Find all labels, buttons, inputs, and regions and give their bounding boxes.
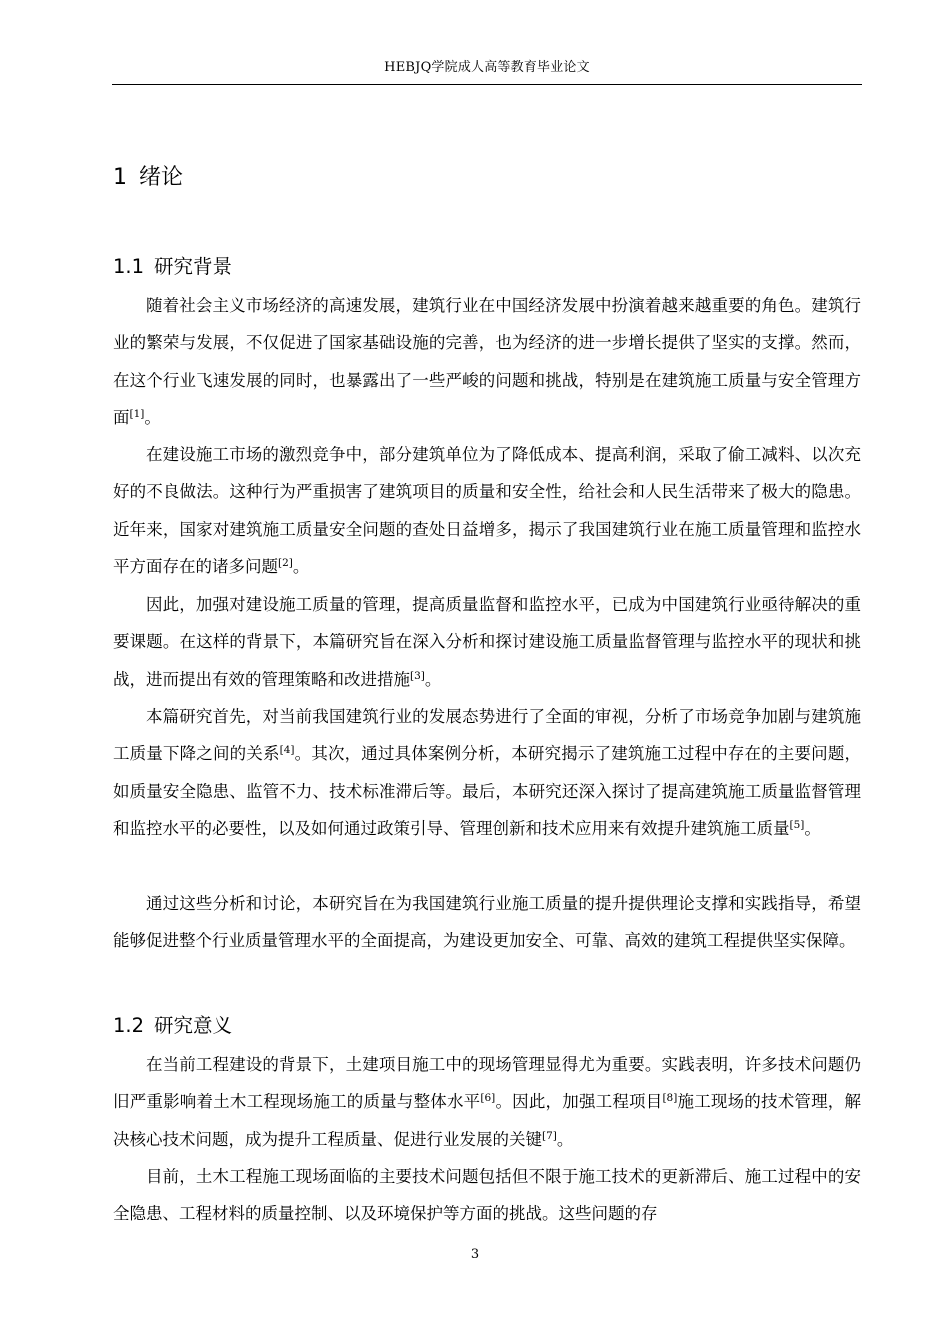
paragraph-text: 。 xyxy=(292,556,310,576)
citation: [3] xyxy=(410,669,425,682)
paragraph-text: 。 xyxy=(144,407,161,427)
citation: [5] xyxy=(789,818,805,831)
paragraph xyxy=(113,698,861,847)
chapter-number: 1 xyxy=(113,165,127,190)
paragraph-text: 随着社会主义市场经济的高速发展，建筑行业在中国经济发展中扮演着越来越重要的角色。建筑行业的繁荣与发展，不仅促进了国家基础设施的完善，也为经济的进一步增长提供了坚实的支撑。然而，在这个行业飞速发展的同时，也暴露出了一些严峻的问题和挑战，特别是在建筑施工质量与安全管理方面 xyxy=(113,296,861,427)
paragraph-text: 在当前工程建设的背景下，土建项目施工中的现场管理显得尤为重要。实践表明，许多技术问题仍旧严重影响着土木工程现场施工的质量与整体水平 xyxy=(113,1055,861,1112)
paragraph-text: 。因此，加强工程项目 xyxy=(495,1092,663,1112)
paragraph-text: 目前，土木工程施工现场面临的主要技术问题包括但不限于施工技术的更新滞后、施工过程中的安全隐患、工程材料的质量控制、以及环境保护等方面的挑战。这些问题的存 xyxy=(113,1167,861,1224)
citation: [6] xyxy=(480,1092,496,1105)
chapter-heading xyxy=(113,160,183,191)
page-number: 3 xyxy=(470,1247,480,1262)
section-heading-1-1 xyxy=(113,251,232,279)
paragraph xyxy=(113,586,861,698)
section-heading-1-2 xyxy=(113,1010,232,1038)
citation: [2] xyxy=(278,556,293,569)
paragraph xyxy=(113,885,861,960)
section-title: 研究背景 xyxy=(154,255,233,278)
paragraph-text: 本篇研究首先，对当前我国建筑行业的发展态势进行了全面的审视，分析了市场竞争加剧与建筑施工质量下降之间的关系 xyxy=(113,707,861,764)
running-header: HEBJQ学院成人高等教育毕业论文 xyxy=(384,60,590,75)
paragraph-text: 因此，加强对建设施工质量的管理，提高质量监督和监控水平，已成为中国建筑行业亟待解决的重要课题。在这样的背景下，本篇研究旨在深入分析和探讨建设施工质量监督管理与监控水平的现状和挑战，进而提出有效的管理策略和改进措施 xyxy=(113,595,861,689)
section-title: 研究意义 xyxy=(154,1014,233,1037)
paragraph-text: 在建设施工市场的激烈竞争中，部分建筑单位为了降低成本、提高利润，采取了偷工减料、以次充好的不良做法。这种行为严重损害了建筑项目的质量和安全性，给社会和人民生活带来了极大的隐患。近年来，国家对建筑施工质量安全问题的查处日益增多，揭示了我国建筑行业在施工质量管理和监控水平方面存在的诸多问题 xyxy=(113,445,861,576)
paragraph-text: 施工现场的技术管理，解决核心技术问题，成为提升工程质量、促进行业发展的关键 xyxy=(113,1092,862,1149)
chapter-title: 绪论 xyxy=(139,165,184,190)
paragraph-text: 。 xyxy=(424,669,442,689)
citation: [8] xyxy=(662,1092,678,1105)
paragraph xyxy=(113,1046,861,1158)
section-number: 1.2 xyxy=(113,1014,145,1037)
paragraph-text: 。 xyxy=(804,818,821,838)
paragraph-text: 。其次，通过具体案例分析，本研究揭示了建筑施工过程中存在的主要问题，如质量安全隐患、监管不力、技术标准滞后等。最后，本研究还深入探讨了提高建筑施工质量监督管理和监控水平的必要性，以及如何通过政策引导、管理创新和技术应用来有效提升建筑施工质量 xyxy=(113,744,862,838)
paragraph xyxy=(113,287,861,436)
citation: [7] xyxy=(542,1129,557,1142)
paragraph xyxy=(113,436,861,585)
citation: [1] xyxy=(129,407,145,420)
paragraph xyxy=(113,1158,861,1233)
paragraph-text: 。 xyxy=(556,1129,574,1149)
paragraph-text: 通过这些分析和讨论，本研究旨在为我国建筑行业施工质量的提升提供理论支撑和实践指导，希望能够促进整个行业质量管理水平的全面提高，为建设更加安全、可靠、高效的建筑工程提供坚实保障。 xyxy=(113,894,861,951)
section-number: 1.1 xyxy=(113,255,145,278)
citation: [4] xyxy=(279,744,295,757)
header-rule xyxy=(112,84,862,85)
